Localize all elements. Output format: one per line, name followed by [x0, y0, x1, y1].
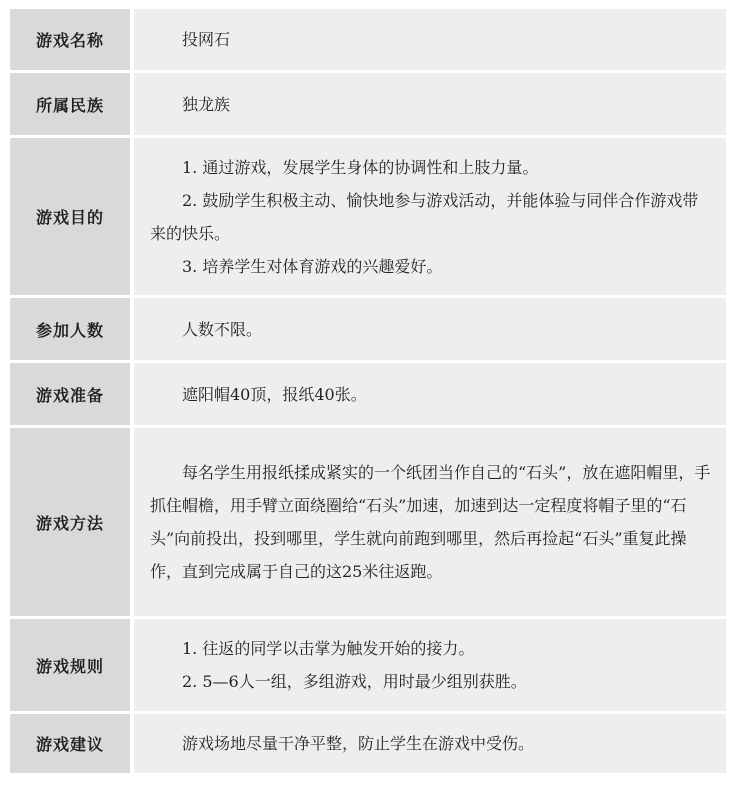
cell-line: 2. 鼓励学生积极主动、愉快地参与游戏活动，并能体验与同伴合作游戏带来的快乐。	[150, 190, 699, 243]
row-value-game-purpose	[134, 138, 726, 295]
cell-line: 2. 5—6人一组，多组游戏，用时最少组别获胜。	[182, 672, 527, 691]
row-value-method	[134, 428, 726, 616]
cell-line: 人数不限。	[182, 319, 263, 339]
cell-line: 1. 通过游戏，发展学生身体的协调性和上肢力量。	[182, 157, 539, 177]
game-info-table	[10, 9, 726, 773]
row-label-preparation: 游戏准备	[10, 363, 130, 425]
row-value-participants	[134, 298, 726, 360]
cell-line: 3. 培养学生对体育游戏的兴趣爱好。	[182, 256, 443, 276]
table-row	[10, 363, 726, 425]
table-row	[10, 73, 726, 135]
row-label-method: 游戏方法	[10, 428, 130, 616]
cell-line: 投网石	[182, 30, 231, 49]
row-value-preparation	[134, 363, 726, 425]
row-label-game-purpose: 游戏目的	[10, 138, 130, 295]
row-label-rules: 游戏规则	[10, 619, 130, 711]
table-row	[10, 619, 726, 711]
row-label-game-name: 游戏名称	[10, 9, 130, 70]
table-row	[10, 428, 726, 616]
cell-line: 每名学生用报纸揉成紧实的一个纸团当作自己的“石头”，放在遮阳帽里，手抓住帽檐，用手臂立面绕圈给“石头”加速，加速到达一定程度将帽子里的“石头”向前投出，投到哪里，学生就向前跑到哪里，然后再捡起“石头”重复此操作，直到完成属于自己的这25米往返跑。	[150, 463, 711, 581]
cell-line: 独龙族	[182, 94, 231, 114]
row-value-ethnic-group	[134, 73, 726, 135]
row-label-suggestion: 游戏建议	[10, 714, 130, 773]
cell-line: 遮阳帽40顶，报纸40张。	[182, 384, 367, 404]
row-value-rules	[134, 619, 726, 711]
table-row	[10, 9, 726, 70]
cell-line: 1. 往返的同学以击掌为触发开始的接力。	[182, 639, 475, 658]
row-value-suggestion	[134, 714, 726, 773]
table-row	[10, 138, 726, 295]
cell-line: 游戏场地尽量干净平整，防止学生在游戏中受伤。	[182, 734, 535, 753]
table-row	[10, 298, 726, 360]
table-row	[10, 714, 726, 773]
row-value-game-name	[134, 9, 726, 70]
row-label-ethnic-group: 所属民族	[10, 73, 130, 135]
row-label-participants: 参加人数	[10, 298, 130, 360]
